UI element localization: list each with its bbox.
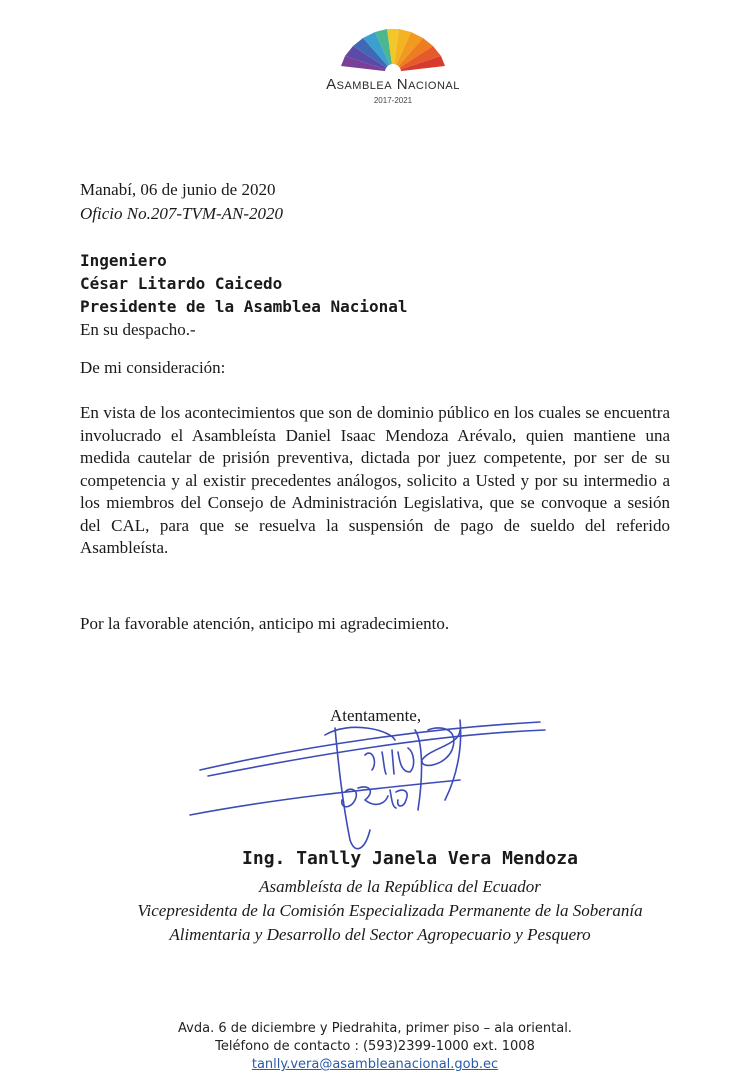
date-line: Manabí, 06 de junio de 2020 [80,180,276,199]
footer-phone: Teléfono de contacto : (593)2399-1000 ext. 1008 [215,1039,535,1054]
footer-email-link[interactable]: tanlly.vera@asambleanacional.gob.ec [251,1057,499,1072]
signer-role-3: Alimentaria y Desarrollo del Sector Agropecuario y Pesquero [169,925,591,944]
signer-role-2: Vicepresidenta de la Comisión Especializada Permanente de la Soberanía [137,901,643,920]
signer-role-1: Asambleísta de la República del Ecuador [259,877,541,896]
legislative-period: 2017-2021 [373,96,413,105]
recipient-block [80,249,670,341]
handwritten-signature [160,700,560,870]
body-paragraph: En vista de los acontecimientos que son de dominio público en los cuales se encuentra involucrado el Asambleísta Daniel Isaac Mendoza Arévalo, quien mantiene una medida cautelar de prisión preventiva, dictada por juez competente, por ser de su competencia y al existir precedentes análogos, solicito a Usted y por su intermedio a los miembros del Consejo de Administración Legislativa, que se convoque a sesión del CAL, para que se resuelva la suspensión de pago de sueldo del referido Asambleísta. [80,403,670,557]
institution-name: Asamblea Nacional [326,76,460,93]
farewell: Atentamente, [330,706,422,725]
recipient-name: César Litardo Caicedo [80,274,283,293]
recipient-position: Presidente de la Asamblea Nacional [80,297,408,316]
sunburst-emblem-icon [333,26,453,74]
footer-address: Avda. 6 de diciembre y Piedrahita, primer piso – ala oriental. [178,1021,572,1036]
reference-number: Oficio No.207-TVM-AN-2020 [80,204,284,223]
recipient-title: Ingeniero [80,251,167,270]
recipient-office: En su despacho.- [80,320,196,339]
signer-name: Ing. Tanlly Janela Vera Mendoza [242,848,578,869]
letterhead-logo [298,26,488,122]
greeting: De mi consideración: [80,358,226,377]
closing-line: Por la favorable atención, anticipo mi agradecimiento. [80,614,450,633]
